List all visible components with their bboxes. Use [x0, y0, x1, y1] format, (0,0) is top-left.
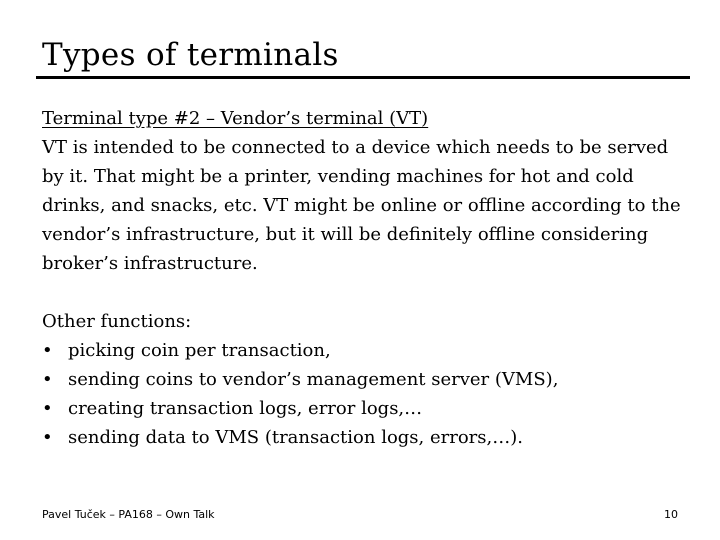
list-heading: Other functions: — [42, 311, 192, 332]
bullet-icon: • — [42, 369, 53, 390]
list-item — [42, 365, 682, 394]
slide-content — [42, 104, 682, 452]
title-divider — [36, 76, 690, 79]
list-item-text: sending coins to vendor’s management server (VMS), — [68, 369, 559, 390]
body-paragraph: VT is intended to be connected to a device which needs to be served by it. That might be a printer, vending machines for hot and cold drinks, and snacks, etc. VT might be online or offline according to the vendor’s infrastructure, but it will be definitely offline considering broker’s infrastructure. — [42, 137, 681, 274]
bullet-icon: • — [42, 340, 53, 361]
slide-title: Types of terminals — [42, 37, 339, 73]
spacer — [42, 278, 682, 307]
list-item-text: creating transaction logs, error logs,… — [68, 398, 423, 419]
bullet-icon: • — [42, 427, 53, 448]
page-number: 10 — [664, 508, 678, 521]
section-subheading: Terminal type #2 – Vendor’s terminal (VT) — [42, 108, 429, 129]
functions-list — [42, 336, 682, 452]
list-item-text: sending data to VMS (transaction logs, errors,…). — [68, 427, 523, 448]
bullet-icon: • — [42, 398, 53, 419]
list-item — [42, 336, 682, 365]
list-item — [42, 423, 682, 452]
footer-author: Pavel Tuček – PA168 – Own Talk — [42, 508, 215, 521]
list-item-text: picking coin per transaction, — [68, 340, 331, 361]
list-item — [42, 394, 682, 423]
